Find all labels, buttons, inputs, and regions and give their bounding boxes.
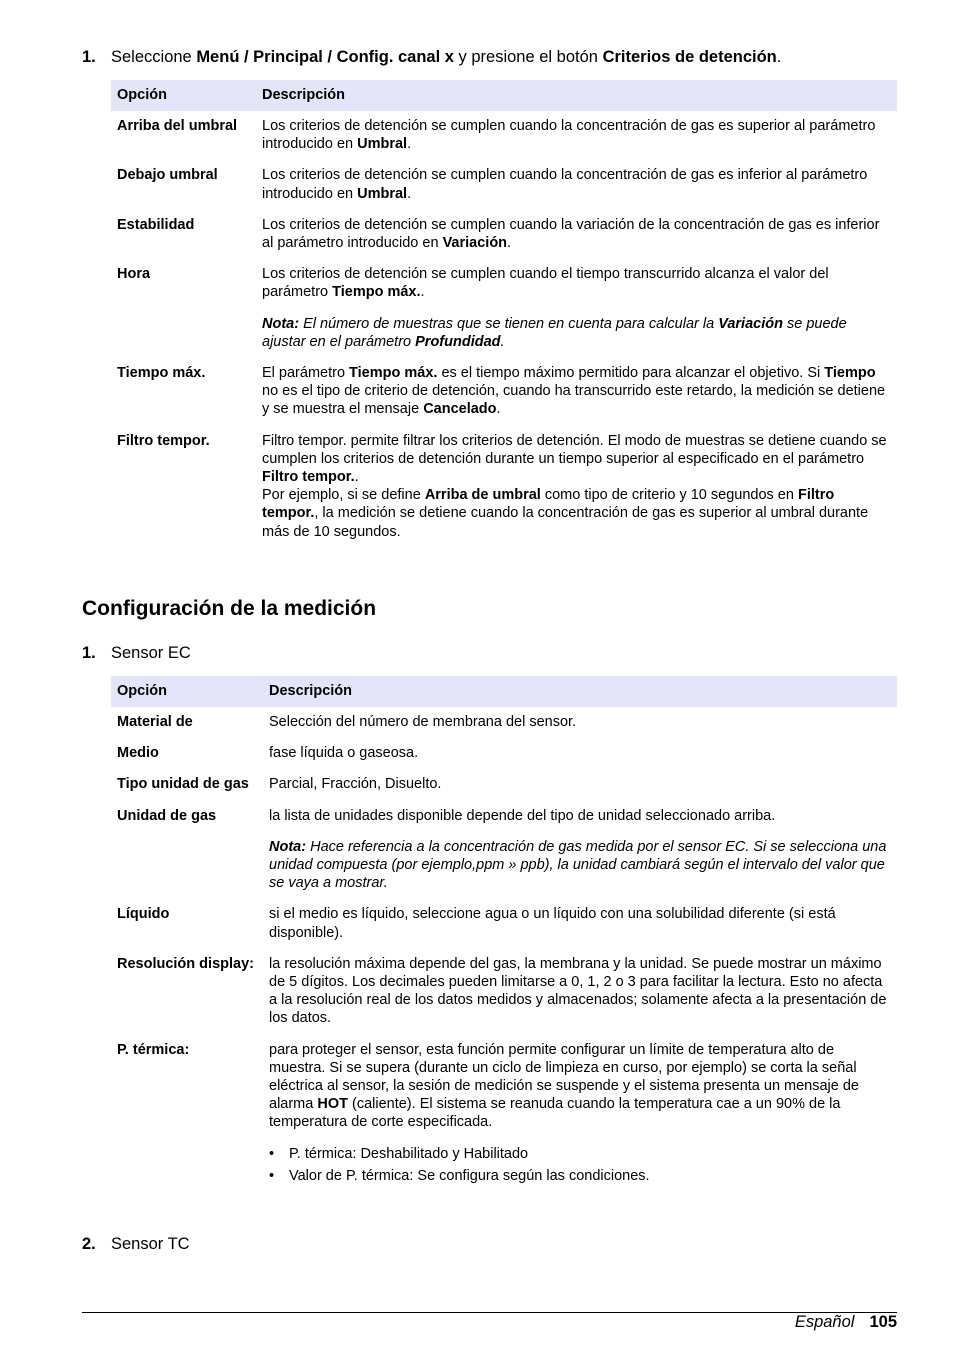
description-cell: si el medio es líquido, seleccione agua o un líquido con una solubilidad diferente (si está disponible). xyxy=(269,906,836,941)
description-cell: El parámetro Tiempo máx. es el tiempo máximo permitido para alcanzar el objetivo. Si Tiempo no es el tipo de criterio de detención, cuando ha transcurrido este retardo, la medición se detiene y se muestra el mensaje Cancelado. xyxy=(262,365,886,418)
description-cell: Selección del número de membrana del sensor. xyxy=(269,714,577,730)
column-header-option: Opción xyxy=(111,676,263,707)
table-row xyxy=(111,801,897,900)
table-row xyxy=(111,259,897,358)
description-cell: Los criterios de detención se cumplen cuando la concentración de gas es inferior al parámetro introducido en Umbral. xyxy=(262,167,868,202)
table-row xyxy=(111,899,897,948)
option-cell: Hora xyxy=(117,266,151,283)
option-cell: Unidad de gas xyxy=(117,807,217,824)
option-cell: Arriba del umbral xyxy=(117,118,238,134)
step-sensor-tc xyxy=(82,1234,190,1254)
table-row xyxy=(111,210,897,259)
table-row xyxy=(111,1035,897,1196)
table-row xyxy=(111,707,897,738)
description-cell: Los criterios de detención se cumplen cuando la variación de la concentración de gas es inferior al parámetro introducido en Variación. xyxy=(262,216,880,252)
option-cell: Tipo unidad de gas xyxy=(117,776,249,793)
description-cell: Los criterios de detención se cumplen cuando la concentración de gas es superior al parámetro introducido en Umbral. xyxy=(262,118,876,153)
note: Nota: Hace referencia a la concentración de gas medida por el sensor EC. Si se selecciona una unidad compuesta (por ejemplo,ppm » ppb), la unidad cambiará según el intervalo del valor que se vaya a mostrar. xyxy=(269,838,887,892)
step-number: 1. xyxy=(82,644,96,662)
option-cell: Medio xyxy=(117,745,159,762)
description-cell: la lista de unidades disponible depende del tipo de unidad seleccionado arriba. Nota: Hace referencia a la concentración de gas medida por el sensor EC. Si se selecciona una unidad compuesta (por ejemplo,ppm » ppb), la unidad cambiará según el intervalo del valor que se vaya a mostrar. xyxy=(263,801,897,900)
option-cell: Material de xyxy=(117,714,193,730)
table-row xyxy=(111,160,897,209)
list-item: • Valor de P. térmica: Se configura según las condiciones. xyxy=(269,1167,891,1185)
option-cell: Filtro tempor. xyxy=(117,432,210,449)
column-header-description: Descripción xyxy=(256,80,897,111)
description-cell: la resolución máxima depende del gas, la membrana y la unidad. Se puede mostrar un máximo de 5 dígitos. Los decimales pueden limitarse a 0, 1, 2 o 3 para facilitar la lectura. Esto no afecta a la resolución real de los datos medidos y almacenados; solamente afecta a la presentación de los datos. xyxy=(269,955,887,1027)
table-row xyxy=(111,769,897,800)
option-cell: Estabilidad xyxy=(117,216,195,233)
table-row xyxy=(111,949,897,1035)
step-number: 2. xyxy=(82,1235,96,1253)
step-text: Sensor TC xyxy=(111,1235,190,1253)
step-1-instruction xyxy=(82,47,781,67)
page-footer xyxy=(795,1311,897,1333)
table-row xyxy=(111,738,897,769)
option-cell: Tiempo máx. xyxy=(117,365,206,382)
step-text: Seleccione Menú / Principal / Config. canal x y presione el botón Criterios de detención. xyxy=(111,48,782,66)
step-number: 1. xyxy=(82,48,96,66)
sensor-ec-table xyxy=(111,676,897,1196)
column-header-description: Descripción xyxy=(263,676,897,707)
option-cell: Resolución display: xyxy=(117,955,254,972)
description-cell: fase líquida o gaseosa. xyxy=(269,745,419,762)
bullet-list xyxy=(269,1145,891,1185)
table-header-row xyxy=(111,676,897,707)
list-item: • P. térmica: Deshabilitado y Habilitado xyxy=(269,1145,891,1163)
option-cell: Líquido xyxy=(117,906,170,923)
table-row xyxy=(111,358,897,426)
detention-criteria-table xyxy=(111,80,897,548)
footer-divider xyxy=(82,1312,897,1313)
table-row xyxy=(111,111,897,160)
description-cell: Filtro tempor. permite filtrar los criterios de detención. El modo de muestras se detiene cuando se cumplen los criterios de detención durante un tiempo superior al especificado en el parámetro Filtro tempor.. Por ejemplo, si se define Arriba de umbral como tipo de criterio y 10 segundos en Filtro tempor., la medición se detiene cuando la concentración de gas es superior al umbral durante más de 10 segundos. xyxy=(262,432,887,540)
footer-language: Español xyxy=(794,1313,855,1331)
table-row xyxy=(111,426,897,548)
description-cell: para proteger el sensor, esta función permite configurar un límite de temperatura alto de muestra. Si se supera (durante un ciclo de limpieza en curso, por ejemplo) se corta la señal eléctrica al sensor, la sesión de medición se suspende y el sistema presenta un mensaje de alarma HOT (caliente). El sistema se reanuda cuando la temperatura cae a un 90% de la temperatura de corte especificada. • P. térmica: Deshabilitado y Habilitado • Valor de P. térmica: Se configura según las condiciones. xyxy=(263,1035,897,1196)
description-cell: Los criterios de detención se cumplen cuando el tiempo transcurrido alcanza el valor del parámetro Tiempo máx.. Nota: El número de muestras que se tienen en cuenta para calcular la Variación se puede ajustar en el parámetro Profundidad. xyxy=(256,259,897,358)
step-sensor-ec xyxy=(82,643,191,663)
step-text: Sensor EC xyxy=(111,644,191,662)
option-cell: P. térmica: xyxy=(117,1041,190,1058)
section-heading: Configuración de la medición xyxy=(82,597,377,620)
description-cell: Parcial, Fracción, Disuelto. xyxy=(269,776,442,793)
column-header-option: Opción xyxy=(111,80,256,111)
option-cell: Debajo umbral xyxy=(117,167,218,184)
note: Nota: El número de muestras que se tienen en cuenta para calcular la Variación se puede ajustar en el parámetro Profundidad. xyxy=(262,315,847,350)
page-number: 105 xyxy=(869,1313,897,1331)
table-header-row xyxy=(111,80,897,111)
